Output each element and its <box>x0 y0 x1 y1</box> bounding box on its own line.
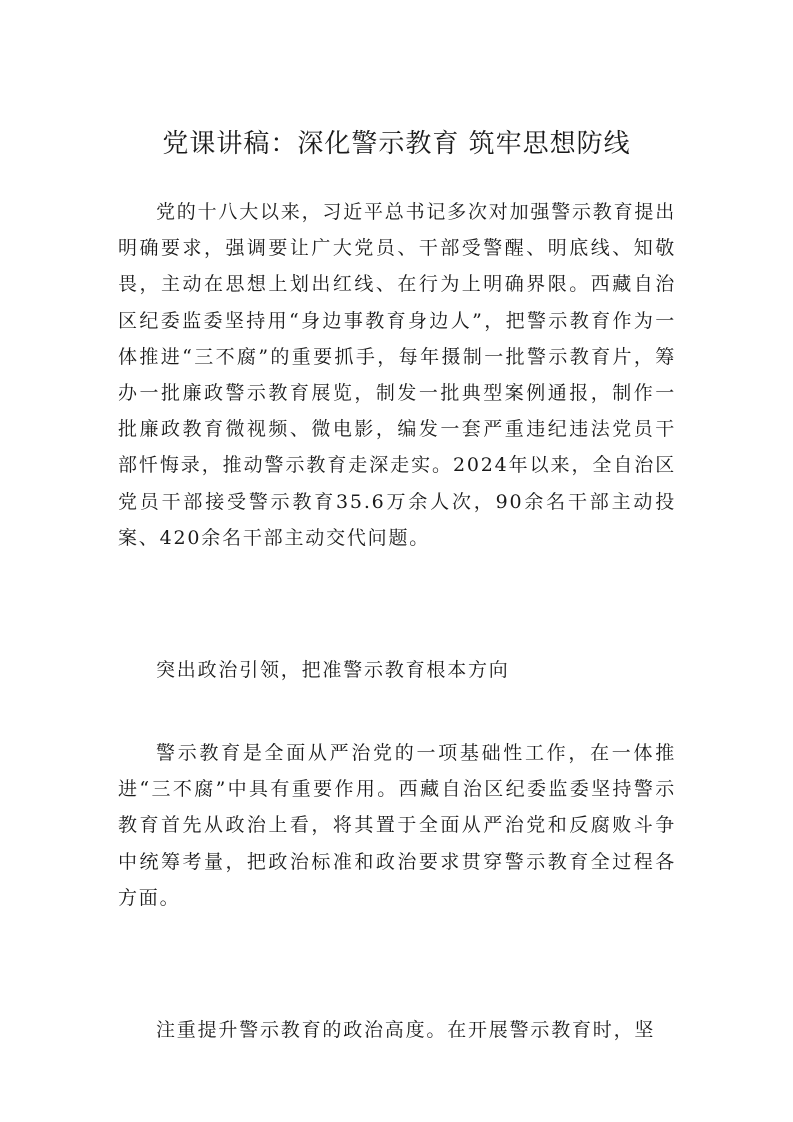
section-heading: 突出政治引领，把准警示教育根本方向 <box>156 659 510 681</box>
section-paragraph-continued: 注重提升警示教育的政治高度。在开展警示教育时，坚 <box>156 1019 656 1041</box>
intro-paragraph: 党的十八大以来，习近平总书记多次对加强警示教育提出明确要求，强调要让广大党员、干部受警醒、明底线、知敬畏，主动在思想上划出红线、在行为上明确界限。西藏自治区纪委监委坚持用“身边事教育身边人”，把警示教育作为一体推进“三不腐”的重要抓手，每年摄制一批警示教育片，筹办一批廉政警示教育展览，制发一批典型案例通报，制作一批廉政教育微视频、微电影，编发一套严重违纪违法党员干部忏悔录，推动警示教育走深走实。2024年以来，全自治区党员干部接受警示教育35.6万余人次，90余名干部主动投案、420余名干部主动交代问题。 <box>118 201 677 549</box>
document-title: 党课讲稿：深化警示教育 筑牢思想防线 <box>162 129 631 159</box>
section-paragraph: 警示教育是全面从严治党的一项基础性工作，在一体推进“三不腐”中具有重要作用。西藏自治区纪委监委坚持警示教育首先从政治上看，将其置于全面从严治党和反腐败斗争中统筹考量，把政治标准和政治要求贯穿警示教育全过程各方面。 <box>118 742 676 909</box>
